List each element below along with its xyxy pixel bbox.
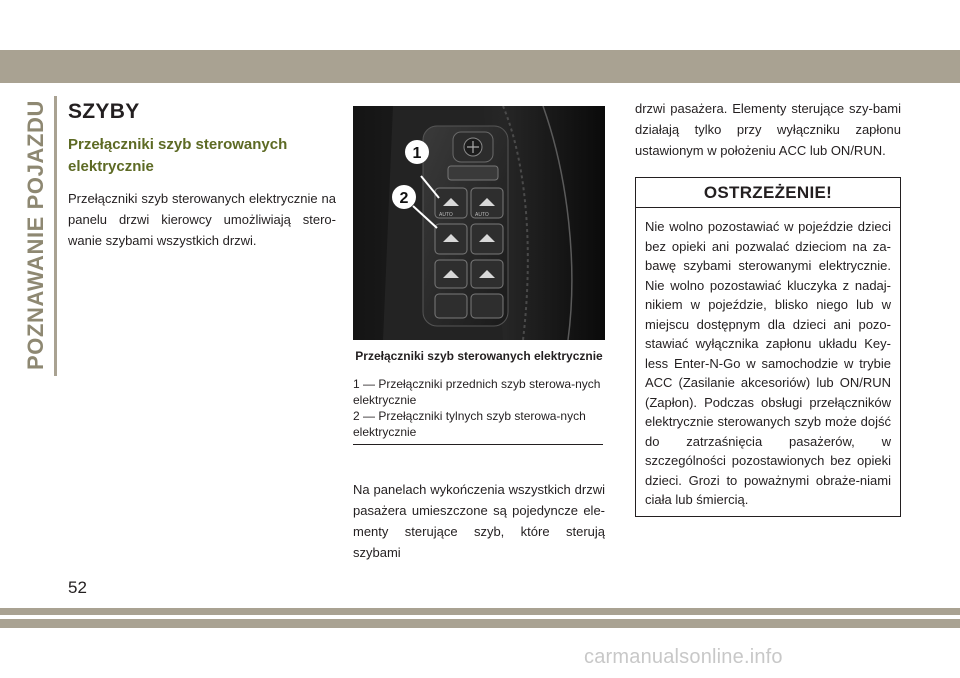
side-chapter-label: POZNAWANIE POJAZDU [23, 100, 48, 370]
legend-item-1: 1 — Przełączniki przednich szyb sterowa-nych elektrycznie [353, 377, 601, 407]
footer-band-bottom [0, 619, 960, 628]
column-left [68, 98, 336, 251]
footer-band-top [0, 608, 960, 615]
side-divider [54, 96, 57, 376]
warning-box [635, 177, 901, 517]
side-chapter-tab [16, 96, 56, 374]
section-title: SZYBY [68, 100, 140, 123]
switch-panel-illustration [353, 106, 605, 340]
callout-1: 1 [412, 145, 422, 162]
warning-text: Nie wolno pozostawiać w pojeździe dzieci bez opieki ani pozwalać dzieciom na za-bawę szybami sterowanymi elektrycznie. Nie wolno pozostawiać kluczyka z nadaj-nikiem w pojeździe, blisko niego lub w miejscu dostępnym dla dzieci ani pozo-stawiać wyłącznika zapłonu układu Key-less Enter-N-Go w samochodzie w trybie ACC (Zasilanie akcesoriów) lub ON/RUN (Zapłon). Podczas obsługi przełączników elektrycznie sterowanych szyb może dojść do zatrzaśnięcia pasażerów, w szczególności pozostawionych bez opieki dzieci. Grozi to poważnymi obraże-niami ciała lub śmiercią. [645, 219, 891, 507]
auto-label-left: AUTO [439, 212, 453, 218]
watermark: carmanualsonline.info [584, 646, 783, 668]
warning-title: OSTRZEŻENIE! [703, 183, 833, 202]
header-band [0, 50, 960, 83]
subheading: Przełączniki szyb sterowanych elektrycznie [68, 136, 288, 175]
right-paragraph: drzwi pasażera. Elementy sterujące szy-bami działają tylko przy wyłączniku zapłonu ustawionym w położeniu ACC lub ON/RUN. [635, 101, 901, 158]
intro-paragraph: Przełączniki szyb sterowanych elektrycznie na panelu drzwi kierowcy umożliwiają stero-wanie szybami wszystkich drzwi. [68, 191, 336, 248]
legend-item-2: 2 — Przełączniki tylnych szyb sterowa-nych elektrycznie [353, 409, 586, 439]
column-right [635, 98, 901, 517]
power-window-switches-photo [353, 106, 605, 340]
middle-paragraph: Na panelach wykończenia wszystkich drzwi pasażera umieszczone są pojedyncze ele-menty sterujące szyb, które sterują szybami [353, 482, 605, 560]
figure-legend [353, 376, 605, 440]
page-number: 52 [68, 578, 87, 597]
callout-2: 2 [399, 190, 409, 207]
legend-divider [353, 444, 603, 445]
figure-caption: Przełączniki szyb sterowanych elektrycznie [355, 349, 603, 363]
figure [353, 106, 605, 445]
auto-label-right: AUTO [475, 212, 489, 218]
